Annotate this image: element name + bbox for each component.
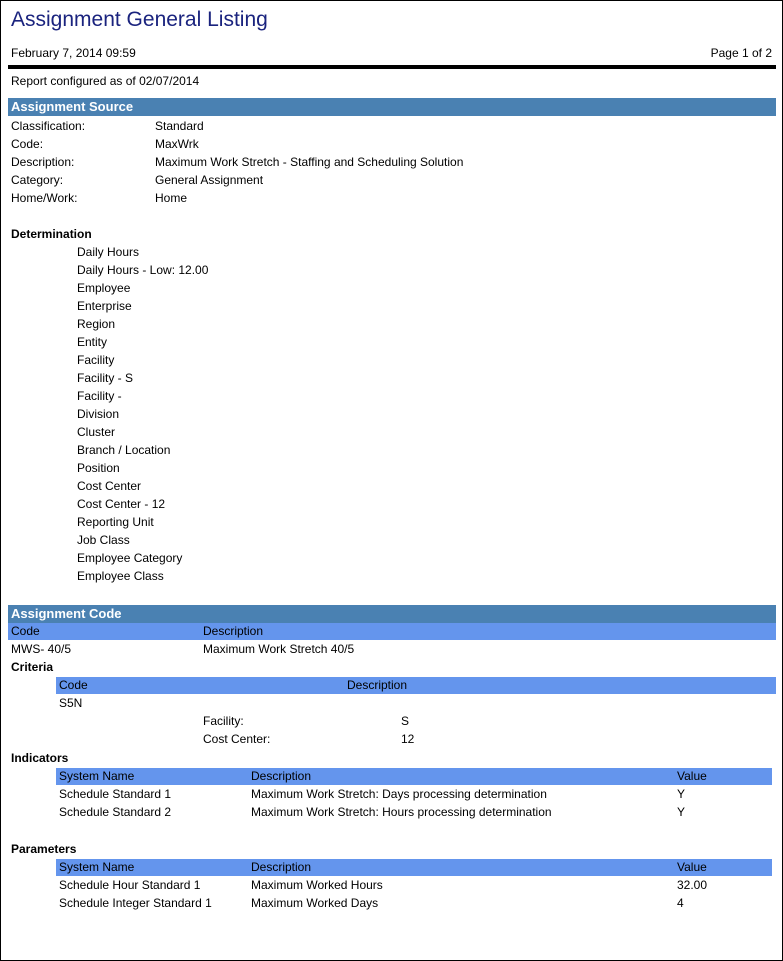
- indicators-heading: Indicators: [11, 751, 69, 765]
- determination-item: Division: [77, 407, 120, 421]
- determination-item: Employee Class: [77, 569, 164, 583]
- parameter-description: Maximum Worked Hours: [251, 878, 383, 892]
- indicators-description-column-header: Description: [251, 769, 312, 783]
- code-table-header: [8, 623, 776, 640]
- parameters-description-column-header: Description: [251, 860, 312, 874]
- determination-item: Facility: [77, 353, 115, 367]
- parameters-system-name-column-header: System Name: [59, 860, 135, 874]
- description-label: Description:: [11, 155, 75, 169]
- assignment-code-header: Assignment Code: [8, 605, 776, 623]
- indicators-table-header: [56, 768, 772, 785]
- code-label: Code:: [11, 137, 44, 151]
- report-title: Assignment General Listing: [11, 8, 268, 31]
- determination-item: Cost Center: [77, 479, 142, 493]
- category-label: Category:: [11, 173, 64, 187]
- criteria-code-value: S5N: [59, 696, 83, 710]
- criteria-table-header: [56, 677, 776, 694]
- code-value: MaxWrk: [155, 137, 199, 151]
- determination-item: Enterprise: [77, 299, 132, 313]
- indicator-system-name: Schedule Standard 2: [59, 805, 172, 819]
- description-value: Maximum Work Stretch - Staffing and Scheduling Solution: [155, 155, 464, 169]
- determination-item: Entity: [77, 335, 108, 349]
- description-column-header: Description: [203, 624, 264, 638]
- parameter-system-name: Schedule Integer Standard 1: [59, 896, 212, 910]
- determination-item: Branch / Location: [77, 443, 171, 457]
- parameter-value: 32.00: [677, 878, 708, 892]
- header-divider: [8, 65, 776, 69]
- parameter-description: Maximum Worked Days: [251, 896, 379, 910]
- determination-item: Job Class: [77, 533, 130, 547]
- determination-item: Facility -: [77, 389, 122, 403]
- classification-value: Standard: [155, 119, 204, 133]
- criteria-code-column-header: Code: [59, 678, 88, 692]
- indicators-value-column-header: Value: [677, 769, 707, 783]
- parameter-value: 4: [677, 896, 684, 910]
- determination-heading: Determination: [11, 227, 92, 241]
- classification-label: Classification:: [11, 119, 86, 133]
- indicator-description: Maximum Work Stretch: Hours processing determination: [251, 805, 552, 819]
- indicator-description: Maximum Work Stretch: Days processing determination: [251, 787, 547, 801]
- criteria-facility-label: Facility:: [203, 714, 244, 728]
- page-number: Page 1 of 2: [710, 46, 772, 60]
- assignment-source-header: Assignment Source: [8, 98, 776, 116]
- determination-item: Facility - S: [77, 371, 134, 385]
- criteria-heading: Criteria: [11, 660, 54, 674]
- determination-item: Cost Center - 12: [77, 497, 166, 511]
- indicators-system-name-column-header: System Name: [59, 769, 135, 783]
- determination-item: Position: [77, 461, 120, 475]
- category-value: General Assignment: [155, 173, 264, 187]
- code-column-header: Code: [11, 624, 40, 638]
- determination-item: Daily Hours: [77, 245, 140, 259]
- assignment-code-description: Maximum Work Stretch 40/5: [203, 642, 355, 656]
- criteria-cost-center-value: 12: [401, 732, 415, 746]
- determination-item: Region: [77, 317, 116, 331]
- parameters-value-column-header: Value: [677, 860, 707, 874]
- criteria-cost-center-label: Cost Center:: [203, 732, 271, 746]
- determination-item: Daily Hours - Low: 12.00: [77, 263, 209, 277]
- report-date: February 7, 2014 09:59: [11, 46, 136, 60]
- determination-item: Cluster: [77, 425, 116, 439]
- parameters-heading: Parameters: [11, 842, 77, 856]
- criteria-description-column-header: Description: [347, 678, 408, 692]
- indicator-system-name: Schedule Standard 1: [59, 787, 172, 801]
- home-work-label: Home/Work:: [11, 191, 78, 205]
- criteria-facility-value: S: [401, 714, 410, 728]
- determination-item: Employee: [77, 281, 131, 295]
- home-work-value: Home: [155, 191, 188, 205]
- determination-item: Reporting Unit: [77, 515, 154, 529]
- parameters-table-header: [56, 859, 772, 876]
- assignment-code-value: MWS- 40/5: [11, 642, 72, 656]
- report-configured-date: Report configured as of 02/07/2014: [11, 74, 200, 88]
- parameter-system-name: Schedule Hour Standard 1: [59, 878, 201, 892]
- indicator-value: Y: [677, 787, 686, 801]
- determination-item: Employee Category: [77, 551, 183, 565]
- indicator-value: Y: [677, 805, 686, 819]
